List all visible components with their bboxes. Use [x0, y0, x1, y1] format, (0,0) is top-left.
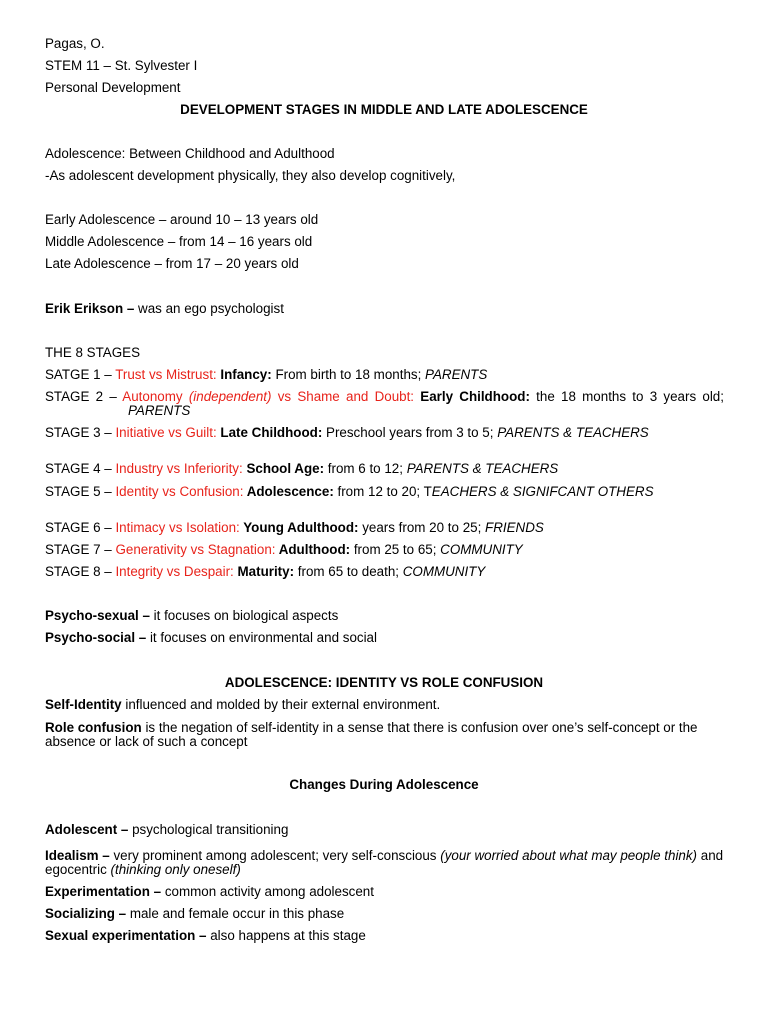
stage-conflict: Generativity vs Stagnation:: [115, 542, 276, 557]
document-title: DEVELOPMENT STAGES IN MIDDLE AND LATE ADOLESCENCE: [180, 102, 588, 117]
stage-4: [45, 462, 724, 476]
change-desc: also happens at this stage: [206, 928, 366, 943]
change-term: Sexual experimentation –: [45, 928, 207, 943]
stage-desc: from 25 to 65;: [350, 542, 441, 557]
stage-conflict: Trust vs Mistrust:: [115, 367, 217, 382]
stage-desc: from 12 to 20; T: [333, 484, 432, 499]
erikson-desc: was an ego psychologist: [134, 301, 284, 316]
idealism-desc-1: very prominent among adolescent; very self-conscious: [109, 848, 441, 863]
changes-heading: Changes During Adolescence: [289, 777, 479, 792]
stage-conflict: Autonomy: [122, 389, 189, 404]
stage-agents: COMMUNITY: [440, 542, 523, 557]
stage-conflict: Intimacy vs Isolation:: [115, 520, 240, 535]
stage-period: Adulthood:: [275, 542, 351, 557]
change-term: Experimentation –: [45, 884, 162, 899]
psycho-sexual: [45, 609, 724, 623]
stage-desc: from 6 to 12;: [324, 461, 407, 476]
stage-3: [45, 426, 724, 440]
stage-prefix: STAGE 4 –: [45, 461, 116, 476]
self-identity-desc: influenced and molded by their external environment.: [121, 697, 441, 712]
stage-conflict-extra: (independent): [188, 389, 272, 404]
experimentation-line: [45, 885, 724, 899]
stage-prefix: SATGE 1 –: [45, 367, 116, 382]
change-desc: common activity among adolescent: [161, 884, 374, 899]
stage-prefix: STAGE 7 –: [45, 542, 116, 557]
stage-agents: PARENTS: [425, 367, 488, 382]
self-identity-term: Self-Identity: [45, 697, 122, 712]
stage-period: School Age:: [242, 461, 325, 476]
stage-conflict-end: vs Shame and Doubt:: [271, 389, 415, 404]
age-middle: Middle Adolescence – from 14 – 16 years old: [45, 234, 313, 249]
stage-conflict: Industry vs Inferiority:: [115, 461, 243, 476]
role-confusion: [45, 721, 724, 749]
stage-period: Young Adulthood:: [239, 520, 359, 535]
stage-2: [45, 390, 724, 418]
idealism-desc-2: and egocentric: [45, 848, 724, 877]
age-late: Late Adolescence – from 17 – 20 years old: [45, 256, 299, 271]
sexual-experimentation-line: [45, 929, 724, 943]
adolescent-term: Adolescent –: [45, 822, 129, 837]
stage-8: [45, 565, 724, 579]
role-confusion-desc: is the negation of self-identity in a sense that there is confusion over one’s self-concept or the absence or lack of such a concept: [45, 720, 698, 749]
psycho-term: Psycho-sexual –: [45, 608, 150, 623]
psycho-desc: it focuses on environmental and social: [146, 630, 377, 645]
intro-line-2: -As adolescent development physically, they also develop cognitively,: [45, 168, 456, 183]
intro-line-1: Adolescence: Between Childhood and Adulthood: [45, 146, 335, 161]
erikson-name: Erik Erikson –: [45, 301, 135, 316]
section-name: STEM 11 – St. Sylvester I: [45, 58, 198, 73]
stage-period: Late Childhood:: [216, 425, 323, 440]
stage-desc: the 18 months to 3 years old;: [529, 389, 724, 404]
stage-conflict: Initiative vs Guilt:: [115, 425, 217, 440]
psycho-desc: it focuses on biological aspects: [149, 608, 339, 623]
role-confusion-term: Role confusion: [45, 720, 142, 735]
subject-name: Personal Development: [45, 80, 181, 95]
stage-desc: years from 20 to 25;: [358, 520, 486, 535]
stage-agents: PARENTS: [128, 403, 191, 418]
stage-agents: PARENTS & TEACHERS: [497, 425, 649, 440]
stage-agents: EACHERS & SIGNIFCANT OTHERS: [431, 484, 654, 499]
change-term: Socializing –: [45, 906, 127, 921]
stage-desc: from 65 to death;: [294, 564, 403, 579]
idealism-italic-2: (thinking only oneself): [110, 862, 241, 877]
psycho-term: Psycho-social –: [45, 630, 147, 645]
idealism-line: [45, 849, 724, 877]
stage-prefix: STAGE 2 –: [45, 389, 123, 404]
adolescent-desc: psychological transitioning: [128, 822, 289, 837]
self-identity: [45, 698, 724, 712]
stage-period: Adolescence:: [243, 484, 334, 499]
change-desc: male and female occur in this phase: [126, 906, 345, 921]
stages-heading: THE 8 STAGES: [45, 345, 140, 360]
stage-7: [45, 543, 724, 557]
stage-prefix: STAGE 3 –: [45, 425, 116, 440]
idealism-italic-1: (your worried about what may people think): [440, 848, 698, 863]
stage-1: [45, 368, 724, 382]
author-name: Pagas, O.: [45, 36, 105, 51]
stage-prefix: STAGE 6 –: [45, 520, 116, 535]
socializing-line: [45, 907, 724, 921]
stage-agents: FRIENDS: [485, 520, 544, 535]
identity-heading: ADOLESCENCE: IDENTITY VS ROLE CONFUSION: [224, 675, 544, 690]
stage-conflict: Identity vs Confusion:: [115, 484, 244, 499]
stage-period: Early Childhood:: [414, 389, 530, 404]
stage-period: Infancy:: [216, 367, 272, 382]
psycho-social: [45, 631, 724, 645]
stage-desc: From birth to 18 months;: [271, 367, 426, 382]
stage-6: [45, 521, 724, 535]
idealism-term: Idealism –: [45, 848, 110, 863]
stage-conflict: Integrity vs Despair:: [115, 564, 234, 579]
stage-period: Maturity:: [233, 564, 295, 579]
stage-desc: Preschool years from 3 to 5;: [322, 425, 498, 440]
adolescent-line: [45, 823, 724, 837]
age-early: Early Adolescence – around 10 – 13 years old: [45, 212, 319, 227]
stage-agents: PARENTS & TEACHERS: [406, 461, 559, 476]
stage-agents: COMMUNITY: [402, 564, 486, 579]
stage-prefix: STAGE 8 –: [45, 564, 116, 579]
stage-prefix: STAGE 5 –: [45, 484, 116, 499]
stage-5: [45, 485, 724, 499]
erikson-line: [45, 302, 724, 316]
